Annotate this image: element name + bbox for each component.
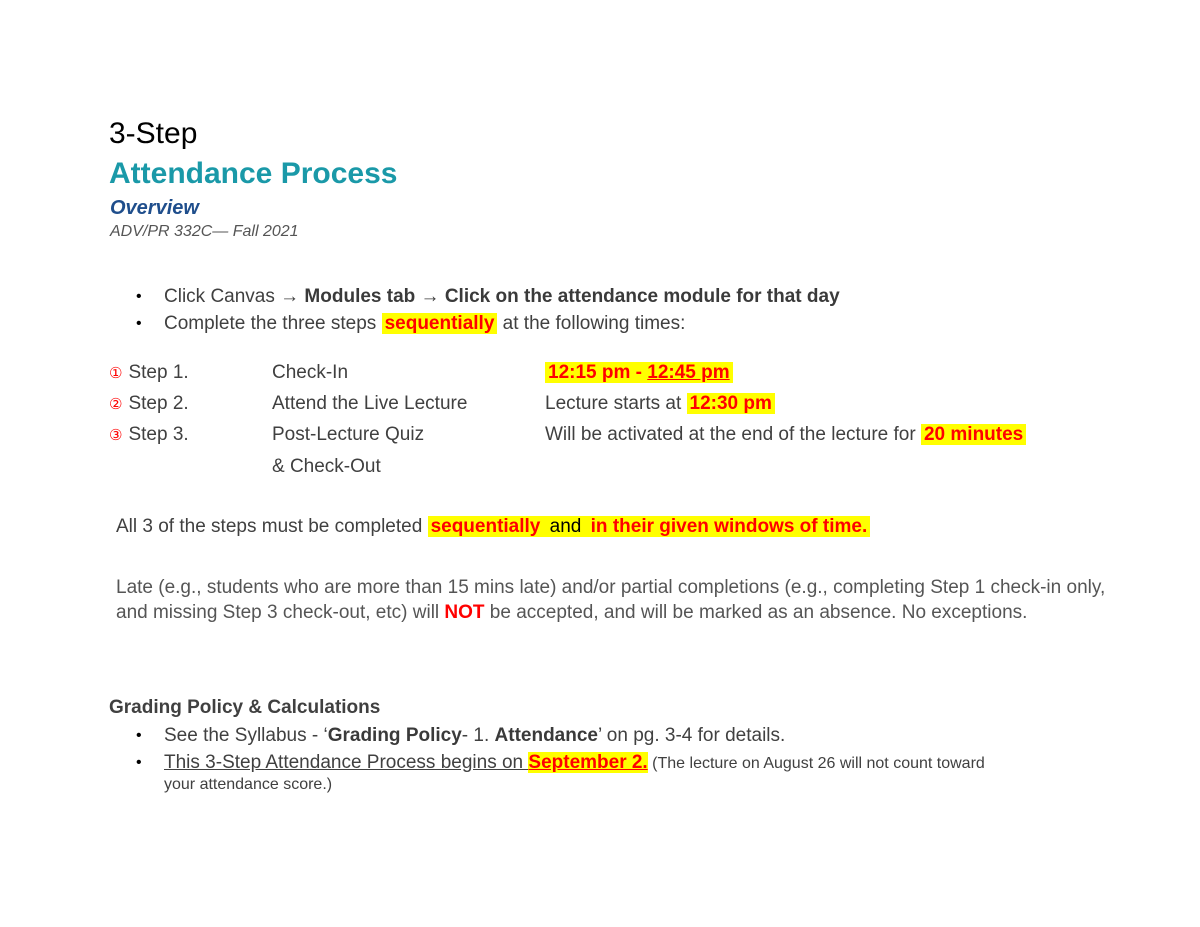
grading-2-note: (The lecture on August 26 will not count toward (647, 755, 985, 772)
step-3-label: Step 3. (128, 424, 189, 445)
instruction-item-1 (136, 283, 840, 310)
instruction-2-prefix: Complete the three steps (164, 313, 382, 334)
circled-two-icon: ② (109, 396, 123, 413)
step-3-name-line-2: & Check-Out (272, 456, 381, 477)
step-row-3 (109, 424, 1109, 455)
course-label: ADV/PR 332C— Fall 2021 (110, 223, 299, 240)
overview-heading: Overview (110, 197, 199, 219)
title-line-2: Attendance Process (109, 157, 398, 190)
step-1-label-cell (109, 362, 189, 384)
step-2-time-highlight: 12:30 pm (687, 393, 775, 414)
grading-1-bold: Grading Policy (327, 725, 462, 746)
step-row-2 (109, 393, 1109, 424)
step-3-time-prefix: Will be activated at the end of the lecture for (545, 424, 921, 445)
step-2-time-prefix: Lecture starts at (545, 393, 687, 414)
sequential-rule (116, 516, 870, 538)
instruction-1-rest: Modules tab → Click on the attendance module for that day (304, 286, 840, 307)
step-1-time-highlight (545, 362, 733, 383)
grading-1-mid: - 1. (461, 725, 495, 746)
grading-2-underlined: This 3-Step Attendance Process begins on (164, 752, 529, 773)
late-policy-not: NOT (444, 602, 485, 623)
late-policy-before: Late (e.g., students who are more than 15 mins late) and/or partial completions (e.g., completing Step 1 check-in only, and missing Step 3 check-out, etc) will (116, 577, 1106, 623)
step-2-name: Attend the Live Lecture (272, 393, 468, 414)
grading-list (136, 722, 985, 795)
instruction-item-2 (136, 310, 840, 337)
rule-highlight-2: in their given windows of time. (588, 516, 871, 537)
late-policy-paragraph (116, 575, 1106, 625)
grading-heading: Grading Policy & Calculations (109, 697, 381, 718)
rule-and: and (544, 516, 587, 537)
step-3-label-cell (109, 424, 189, 446)
instruction-2-suffix: at the following times: (497, 313, 686, 334)
grading-1-bold2: Attendance (494, 725, 598, 746)
grading-1-prefix: See the Syllabus - ‘ (164, 725, 328, 746)
grading-1-suffix: ’ on pg. 3-4 for details. (598, 725, 786, 746)
step-1-time-end: 12:45 pm (647, 362, 730, 383)
step-3-time (545, 424, 1026, 446)
step-row-1 (109, 362, 1109, 393)
grading-2-note-line-2: your attendance score.) (164, 776, 333, 793)
step-1-time (545, 362, 733, 384)
grading-2-line-1 (164, 752, 985, 773)
step-2-label: Step 2. (128, 393, 189, 414)
instruction-list (136, 283, 840, 337)
step-2-label-cell (109, 393, 189, 415)
rule-highlight-1: sequentially (428, 516, 544, 537)
step-2-time (545, 393, 775, 415)
steps-table (109, 362, 1109, 455)
instruction-2-highlight: sequentially (382, 313, 498, 334)
step-3-time-highlight: 20 minutes (921, 424, 1026, 445)
step-3-name: Post-Lecture Quiz (272, 424, 425, 445)
rule-prefix: All 3 of the steps must be completed (116, 516, 428, 537)
circled-one-icon: ① (109, 365, 123, 382)
grading-2-date: September 2. (528, 752, 648, 773)
title-line-1: 3-Step (109, 117, 198, 150)
late-policy-after: be accepted, and will be marked as an absence. No exceptions. (484, 602, 1028, 623)
step-1-label: Step 1. (128, 362, 189, 383)
grading-item-2 (136, 749, 985, 795)
grading-item-1 (136, 722, 985, 749)
step-1-time-start: 12:15 pm - (548, 362, 648, 383)
step-1-name: Check-In (272, 362, 349, 383)
circled-three-icon: ③ (109, 427, 123, 444)
instruction-1-prefix: Click Canvas → (164, 286, 305, 307)
